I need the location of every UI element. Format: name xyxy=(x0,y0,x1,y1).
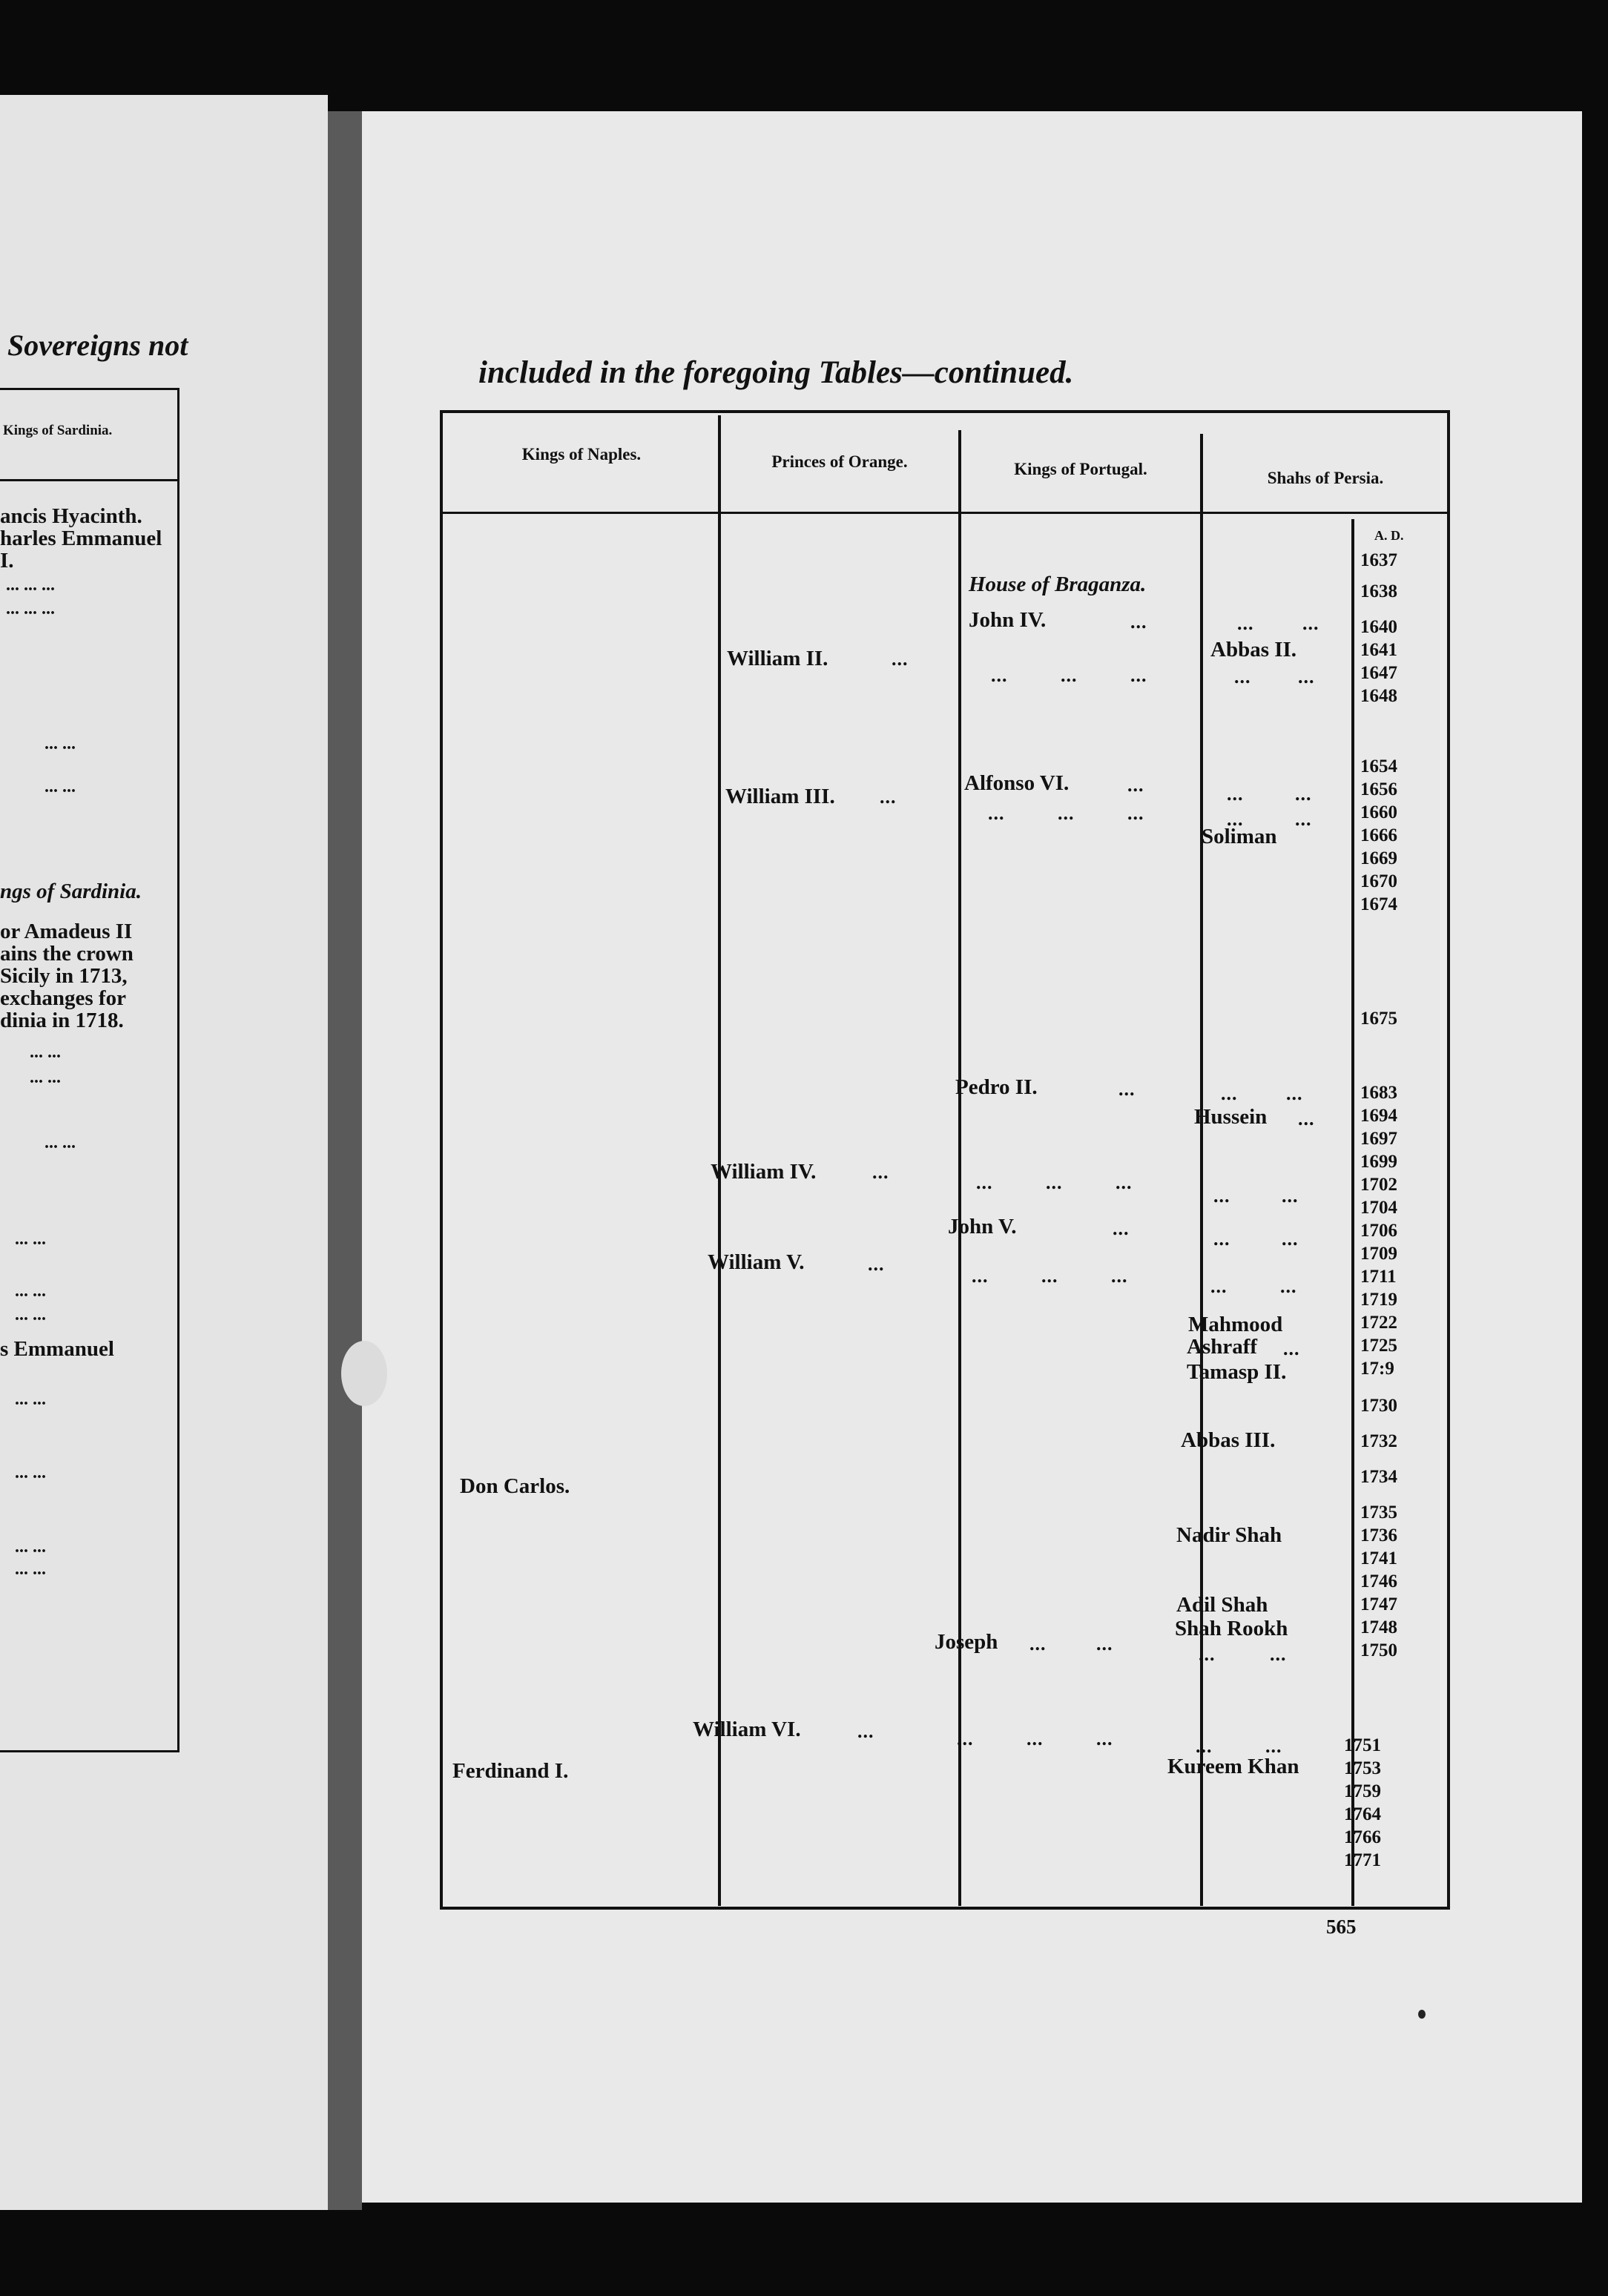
year: 1719 xyxy=(1360,1290,1397,1310)
sovereigns-table xyxy=(440,410,1450,1910)
entry-william-vi: William VI. xyxy=(693,1718,801,1741)
ellipsis: ... xyxy=(872,1161,889,1183)
ellipsis: ... xyxy=(991,664,1008,686)
left-line: I. xyxy=(0,549,14,573)
year: 1670 xyxy=(1360,871,1397,891)
left-dots: ... ... xyxy=(15,1537,46,1557)
ellipsis: ... xyxy=(1295,808,1312,830)
year: 1725 xyxy=(1360,1336,1397,1356)
header-shahs-of-persia: Shahs of Persia. xyxy=(1267,469,1384,487)
left-heading: Sovereigns not xyxy=(7,329,188,362)
column-divider xyxy=(958,430,961,1906)
ellipsis: ... xyxy=(1227,783,1244,805)
left-line: s Emmanuel xyxy=(0,1337,114,1361)
year: 1747 xyxy=(1360,1594,1397,1614)
ellipsis: ... xyxy=(1061,664,1078,686)
ellipsis: ... xyxy=(1113,1218,1130,1239)
left-line: exchanges for xyxy=(0,986,126,1010)
ellipsis: ... xyxy=(1280,1276,1297,1297)
year: 1683 xyxy=(1360,1083,1397,1103)
left-dots: ... ... xyxy=(15,1463,46,1482)
entry-john-iv: John IV. xyxy=(969,608,1047,632)
year: 1750 xyxy=(1360,1640,1397,1660)
year: 1748 xyxy=(1360,1617,1397,1637)
left-line: ngs of Sardinia. xyxy=(0,880,142,903)
entry-don-carlos: Don Carlos. xyxy=(460,1474,570,1498)
year: 1660 xyxy=(1360,802,1397,822)
year: 1654 xyxy=(1360,756,1397,776)
entry-william-iv: William IV. xyxy=(711,1160,817,1184)
year: 1764 xyxy=(1344,1804,1381,1824)
entry-william-v: William V. xyxy=(708,1250,805,1274)
ellipsis: ... xyxy=(1096,1728,1113,1749)
year: 1766 xyxy=(1344,1827,1381,1847)
ellipsis: ... xyxy=(1127,802,1144,824)
left-line: harles Emmanuel xyxy=(0,527,162,550)
left-dots: ... ... xyxy=(45,734,76,753)
year: 1704 xyxy=(1360,1198,1397,1218)
ellipsis: ... xyxy=(880,786,897,808)
left-dots: ... ... xyxy=(30,1068,61,1087)
ellipsis: ... xyxy=(1237,613,1254,634)
year: 1669 xyxy=(1360,848,1397,868)
year: 1736 xyxy=(1360,1525,1397,1545)
year: 1638 xyxy=(1360,581,1397,601)
entry-joseph: Joseph xyxy=(935,1630,998,1654)
entry-ferdinand-i: Ferdinand I. xyxy=(452,1759,569,1783)
year: 1730 xyxy=(1360,1396,1397,1416)
table-heading: included in the foregoing Tables—continued. xyxy=(478,355,1074,390)
year: 1746 xyxy=(1360,1571,1397,1591)
year: 1674 xyxy=(1360,894,1397,914)
year: 1711 xyxy=(1360,1267,1397,1287)
year: 1640 xyxy=(1360,617,1397,637)
ellipsis: ... xyxy=(1270,1643,1287,1665)
year: 1741 xyxy=(1360,1548,1397,1568)
ellipsis: ... xyxy=(1221,1083,1238,1104)
ellipsis: ... xyxy=(1295,783,1312,805)
ellipsis: ... xyxy=(1265,1735,1282,1757)
ellipsis: ... xyxy=(1127,774,1144,796)
entry-tamasp-ii: Tamasp II. xyxy=(1187,1360,1287,1384)
entry-william-ii: William II. xyxy=(727,647,828,670)
left-line: ains the crown xyxy=(0,942,134,966)
left-dots: ... ... xyxy=(45,1133,76,1152)
ellipsis: ... xyxy=(857,1721,874,1742)
ellipsis: ... xyxy=(1196,1735,1213,1757)
left-dots: ... ... ... xyxy=(6,599,55,618)
year: 1771 xyxy=(1344,1850,1381,1870)
year: 1647 xyxy=(1360,663,1397,683)
left-line: ancis Hyacinth. xyxy=(0,504,142,528)
ellipsis: ... xyxy=(1130,611,1147,633)
ellipsis: ... xyxy=(1213,1228,1230,1250)
left-line: dinia in 1718. xyxy=(0,1009,124,1032)
ellipsis: ... xyxy=(1111,1265,1128,1287)
page-number: 565 xyxy=(1326,1916,1357,1938)
year: 1699 xyxy=(1360,1152,1397,1172)
left-dots: ... ... xyxy=(15,1560,46,1579)
year: 1735 xyxy=(1360,1502,1397,1523)
ellipsis: ... xyxy=(1046,1172,1063,1193)
ellipsis: ... xyxy=(892,648,909,670)
ellipsis: ... xyxy=(1027,1728,1044,1749)
ellipsis: ... xyxy=(1029,1633,1047,1655)
year-header: A. D. xyxy=(1374,528,1404,543)
left-column-header: Kings of Sardinia. xyxy=(3,423,113,438)
ellipsis: ... xyxy=(1282,1228,1299,1250)
year: 1734 xyxy=(1360,1467,1397,1487)
year: 1666 xyxy=(1360,825,1397,845)
ellipsis: ... xyxy=(1041,1265,1058,1287)
left-table-border xyxy=(0,388,179,1752)
year: 1753 xyxy=(1344,1758,1381,1778)
left-line: or Amadeus II xyxy=(0,920,133,943)
ellipsis: ... xyxy=(1058,802,1075,824)
left-dots: ... ... xyxy=(45,777,76,796)
year: 1694 xyxy=(1360,1106,1397,1126)
ellipsis: ... xyxy=(1286,1083,1303,1104)
year: 1722 xyxy=(1360,1313,1397,1333)
left-dots: ... ... xyxy=(15,1230,46,1249)
entry-ashraff: Ashraff xyxy=(1187,1335,1258,1359)
left-header-rule xyxy=(0,479,179,481)
ellipsis: ... xyxy=(957,1728,974,1749)
ellipsis: ... xyxy=(976,1172,993,1193)
entry-william-iii: William III. xyxy=(725,785,835,808)
ellipsis: ... xyxy=(972,1265,989,1287)
entry-shah-rookh: Shah Rookh xyxy=(1175,1617,1288,1640)
ellipsis: ... xyxy=(1213,1185,1230,1207)
entry-adil-shah: Adil Shah xyxy=(1176,1593,1268,1617)
entry-hussein: Hussein xyxy=(1194,1105,1268,1129)
ellipsis: ... xyxy=(988,802,1005,824)
paper-stain xyxy=(341,1341,387,1406)
year: 1709 xyxy=(1360,1244,1397,1264)
column-divider xyxy=(1200,434,1203,1906)
ellipsis: ... xyxy=(1130,664,1147,686)
entry-alfonso-vi: Alfonso VI. xyxy=(964,771,1070,795)
header-rule xyxy=(440,512,1450,514)
left-dots: ... ... ... xyxy=(6,575,55,595)
entry-pedro-ii: Pedro II. xyxy=(955,1075,1038,1099)
ellipsis: ... xyxy=(1096,1633,1113,1655)
ellipsis: ... xyxy=(1282,1185,1299,1207)
ellipsis: ... xyxy=(1227,808,1244,830)
ellipsis: ... xyxy=(1302,613,1319,634)
year: 1706 xyxy=(1360,1221,1397,1241)
ellipsis: ... xyxy=(1283,1338,1300,1359)
ink-speck xyxy=(1418,2010,1426,2019)
ellipsis: ... xyxy=(1298,666,1315,687)
header-kings-of-naples: Kings of Naples. xyxy=(521,445,642,464)
left-line: Sicily in 1713, xyxy=(0,964,128,988)
ellipsis: ... xyxy=(1118,1078,1136,1100)
ellipsis: ... xyxy=(1298,1108,1315,1129)
ellipsis: ... xyxy=(1199,1643,1216,1665)
header-princes-of-orange: Princes of Orange. xyxy=(771,452,908,471)
year-column-divider xyxy=(1351,519,1354,1906)
entry-abbas-iii: Abbas III. xyxy=(1181,1428,1276,1452)
left-dots: ... ... xyxy=(15,1281,46,1301)
year: 1641 xyxy=(1360,640,1397,660)
year: 1732 xyxy=(1360,1431,1397,1451)
ellipsis: ... xyxy=(1116,1172,1133,1193)
entry-house-of-braganza: House of Braganza. xyxy=(969,573,1147,596)
left-dots: ... ... xyxy=(15,1305,46,1325)
year: 1637 xyxy=(1360,550,1397,570)
year: 1759 xyxy=(1344,1781,1381,1801)
entry-nadir-shah: Nadir Shah xyxy=(1176,1523,1282,1547)
left-dots: ... ... xyxy=(15,1390,46,1409)
left-dots: ... ... xyxy=(30,1043,61,1062)
year: 1751 xyxy=(1344,1735,1381,1755)
book-gutter xyxy=(328,111,362,2210)
year: 1656 xyxy=(1360,779,1397,799)
entry-mahmood: Mahmood xyxy=(1188,1313,1283,1336)
year: 1675 xyxy=(1360,1009,1397,1029)
ellipsis: ... xyxy=(1234,666,1251,687)
ellipsis: ... xyxy=(1210,1276,1228,1297)
year: 1702 xyxy=(1360,1175,1397,1195)
year: 1697 xyxy=(1360,1129,1397,1149)
ellipsis: ... xyxy=(868,1253,885,1275)
entry-kureem-khan: Kureem Khan xyxy=(1167,1755,1299,1778)
entry-abbas-ii: Abbas II. xyxy=(1210,638,1297,662)
entry-john-v: John V. xyxy=(948,1215,1017,1238)
previous-page-fragment xyxy=(0,95,328,2210)
year: 17:9 xyxy=(1360,1359,1394,1379)
header-kings-of-portugal: Kings of Portugal. xyxy=(1014,460,1147,478)
year: 1648 xyxy=(1360,686,1397,706)
entry-soliman: Soliman xyxy=(1202,825,1277,848)
